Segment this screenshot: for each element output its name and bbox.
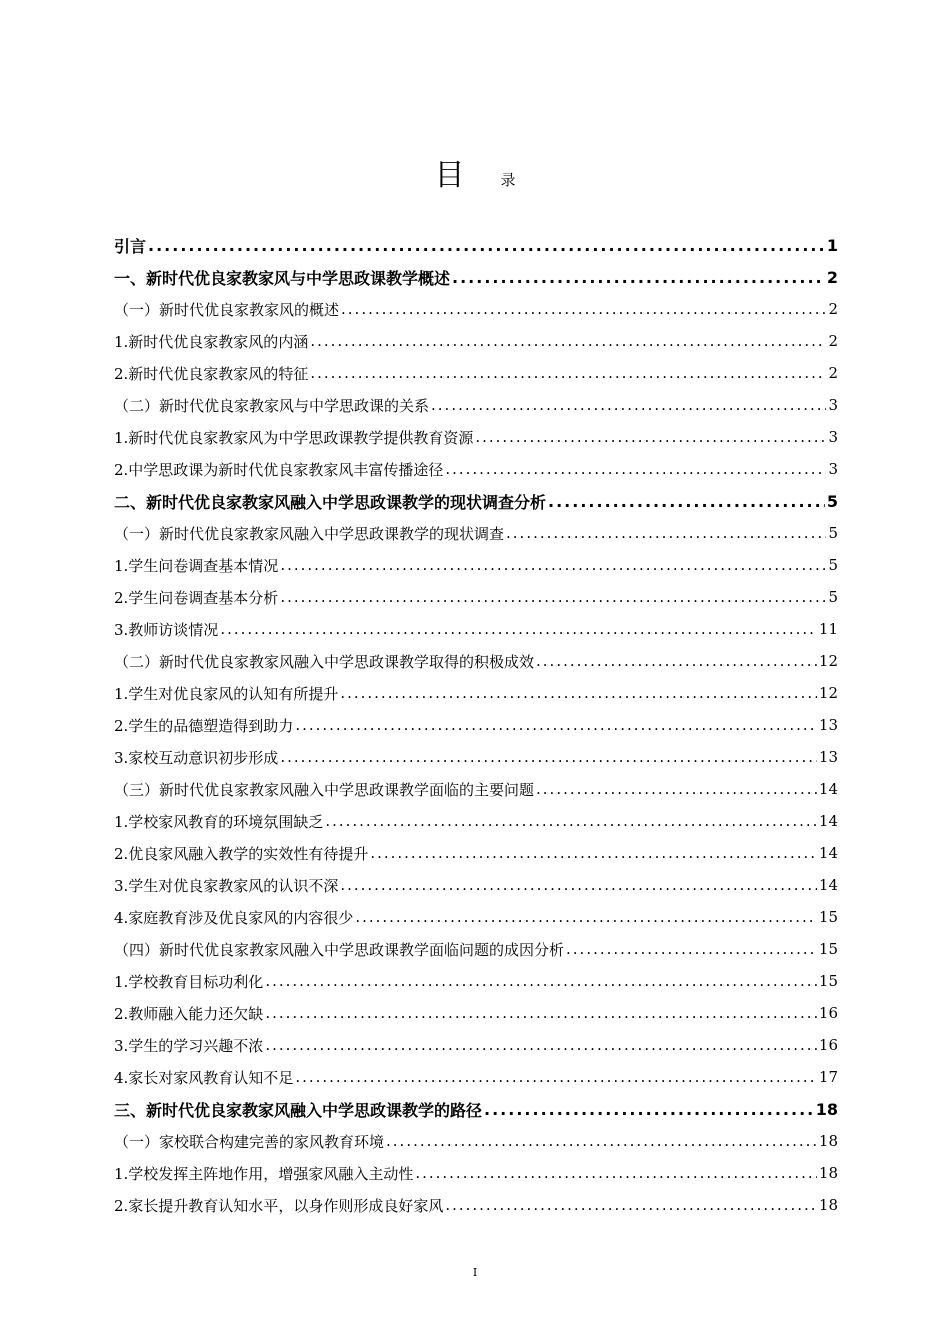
toc-entry-label: 一、新时代优良家教家风与中学思政课教学概述 [114,268,451,288]
toc-dot-leader [148,236,825,255]
table-of-contents [114,229,838,1221]
toc-entry-label: 1.学校教育目标功利化 [114,972,264,991]
toc-entry-page: 13 [818,716,838,734]
toc-entry-label: 4.家庭教育涉及优良家风的内容很少 [114,908,354,927]
toc-dot-leader [310,364,826,382]
toc-dot-leader [431,396,826,414]
toc-entry[interactable] [114,1061,838,1093]
toc-entry[interactable] [114,261,838,293]
toc-entry-label: 1.学校发挥主阵地作用，增强家风融入主动性 [114,1164,414,1183]
toc-entry-page: 14 [818,780,838,798]
toc-entry[interactable] [114,965,838,997]
toc-entry-label: 3.学生对优良家教家风的认识不深 [114,876,339,895]
toc-entry-page: 5 [828,556,838,574]
toc-entry-page: 3 [828,396,838,414]
toc-entry-label: 1.学生对优良家风的认知有所提升 [114,684,339,703]
toc-entry-page: 5 [828,524,838,542]
page-number: I [472,1266,478,1279]
toc-dot-leader [325,812,817,830]
toc-entry[interactable] [114,997,838,1029]
toc-entry[interactable] [114,1189,838,1221]
toc-entry-label: 2.学生问卷调查基本分析 [114,588,279,607]
toc-entry-page: 5 [826,491,838,511]
toc-entry-page: 2 [828,364,838,382]
toc-entry-label: 2.中学思政课为新时代优良家教家风丰富传播途径 [114,460,444,479]
toc-dot-leader [475,428,826,446]
toc-entry[interactable] [114,645,838,677]
toc-entry-page: 5 [828,588,838,606]
toc-entry-page: 15 [818,908,838,926]
toc-dot-leader [265,1036,817,1054]
toc-dot-leader [340,876,817,894]
toc-entry[interactable] [114,709,838,741]
toc-entry-page: 14 [818,876,838,894]
toc-entry-label: （三）新时代优良家教家风融入中学思政课教学面临的主要问题 [114,780,535,799]
toc-dot-leader [445,460,826,478]
toc-entry-page: 17 [818,1068,838,1086]
toc-entry-label: （二）新时代优良家教家风与中学思政课的关系 [114,396,430,415]
toc-dot-leader [295,716,817,734]
toc-entry-page: 3 [828,428,838,446]
toc-entry[interactable] [114,485,838,517]
toc-entry-page: 12 [818,684,838,702]
toc-entry[interactable] [114,1029,838,1061]
toc-entry-label: 2.教师融入能力还欠缺 [114,1004,264,1023]
toc-entry[interactable] [114,1157,838,1189]
toc-entry[interactable] [114,389,838,421]
toc-entry-label: 二、新时代优良家教家风融入中学思政课教学的现状调查分析 [114,492,547,512]
toc-entry[interactable] [114,837,838,869]
toc-entry-page: 14 [818,844,838,862]
toc-dot-leader [536,780,817,798]
toc-dot-leader [265,972,817,990]
toc-dot-leader [295,1068,817,1086]
toc-entry-label: 1.学校家风教育的环境氛围缺乏 [114,812,324,831]
toc-entry[interactable] [114,773,838,805]
toc-entry-page: 16 [818,1004,838,1022]
toc-dot-leader [280,556,826,574]
toc-entry-label: 1.新时代优良家教家风为中学思政课教学提供教育资源 [114,428,474,447]
toc-title-suffix: 录 [500,171,516,189]
toc-dot-leader [220,620,817,638]
toc-dot-leader [566,940,817,958]
toc-dot-leader [386,1132,817,1150]
toc-entry-label: （一）家校联合构建完善的家风教育环境 [114,1132,385,1151]
toc-entry-page: 12 [818,652,838,670]
toc-title-main: 目 [434,158,465,193]
toc-entry-label: （四）新时代优良家教家风融入中学思政课教学面临问题的成因分析 [114,940,565,959]
toc-entry-label: （一）新时代优良家教家风的概述 [114,300,340,319]
toc-entry-page: 13 [818,748,838,766]
toc-entry[interactable] [114,293,838,325]
toc-entry[interactable] [114,421,838,453]
toc-dot-leader [415,1164,817,1182]
toc-entry[interactable] [114,581,838,613]
toc-dot-leader [452,268,825,287]
toc-entry-page: 1 [826,235,838,255]
toc-dot-leader [280,588,826,606]
toc-entry[interactable] [114,453,838,485]
toc-entry-label: 3.教师访谈情况 [114,620,219,639]
toc-entry[interactable] [114,357,838,389]
toc-entry-label: 1.学生问卷调查基本情况 [114,556,279,575]
toc-entry[interactable] [114,805,838,837]
toc-entry-label: 2.新时代优良家教家风的特征 [114,364,309,383]
toc-entry-label: 4.家长对家风教育认知不足 [114,1068,294,1087]
toc-entry[interactable] [114,901,838,933]
toc-entry-page: 18 [818,1132,838,1150]
toc-entry[interactable] [114,613,838,645]
toc-entry[interactable] [114,325,838,357]
toc-title [0,150,950,194]
toc-entry-page: 2 [828,300,838,318]
toc-dot-leader [536,652,817,670]
toc-entry-page: 18 [815,1099,838,1119]
toc-entry-page: 15 [818,940,838,958]
toc-dot-leader [370,844,817,862]
toc-dot-leader [341,300,826,318]
toc-entry-label: 1.新时代优良家教家风的内涵 [114,332,309,351]
toc-dot-leader [265,1004,817,1022]
toc-entry-label: （二）新时代优良家教家风融入中学思政课教学取得的积极成效 [114,652,535,671]
toc-entry-label: 2.学生的品德塑造得到助力 [114,716,294,735]
toc-dot-leader [506,524,826,542]
toc-entry-page: 16 [818,1036,838,1054]
toc-entry-page: 2 [826,267,838,287]
toc-entry-page: 18 [818,1196,838,1214]
toc-entry[interactable] [114,869,838,901]
toc-dot-leader [280,748,817,766]
toc-entry-label: 3.学生的学习兴趣不浓 [114,1036,264,1055]
toc-entry[interactable] [114,933,838,965]
toc-entry-page: 14 [818,812,838,830]
toc-entry-label: （一）新时代优良家教家风融入中学思政课教学的现状调查 [114,524,505,543]
toc-entry[interactable] [114,1125,838,1157]
toc-entry-page: 11 [818,620,838,638]
toc-dot-leader [340,684,817,702]
toc-entry-label: 3.家校互动意识初步形成 [114,748,279,767]
toc-entry[interactable] [114,229,838,261]
toc-entry-page: 15 [818,972,838,990]
toc-entry[interactable] [114,677,838,709]
toc-dot-leader [548,492,825,511]
toc-entry-label: 2.优良家风融入教学的实效性有待提升 [114,844,369,863]
toc-entry[interactable] [114,1093,838,1125]
toc-dot-leader [445,1196,817,1214]
toc-dot-leader [355,908,817,926]
toc-entry-label: 三、新时代优良家教家风融入中学思政课教学的路径 [114,1100,483,1120]
toc-entry-page: 3 [828,460,838,478]
toc-entry[interactable] [114,549,838,581]
toc-entry-label: 2.家长提升教育认知水平，以身作则形成良好家风 [114,1196,444,1215]
toc-entry[interactable] [114,741,838,773]
toc-entry[interactable] [114,517,838,549]
toc-entry-page: 2 [828,332,838,350]
toc-entry-label: 引言 [114,236,147,256]
toc-dot-leader [310,332,826,350]
toc-entry-page: 18 [818,1164,838,1182]
toc-dot-leader [484,1100,814,1119]
